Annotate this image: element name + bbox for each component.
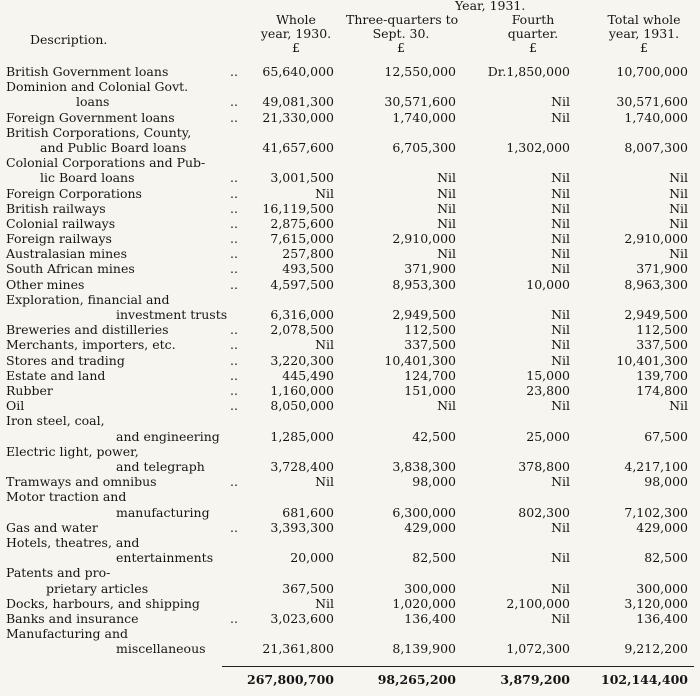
description-line: miscellaneous bbox=[116, 641, 206, 657]
leader-dots: .. bbox=[230, 337, 238, 353]
value-three-quarters: Nil bbox=[437, 185, 456, 201]
value-whole-year-1930: 16,119,500 bbox=[262, 200, 334, 216]
value-total-1931: Nil bbox=[669, 185, 688, 201]
row-description bbox=[6, 474, 242, 489]
description-line: Dominion and Colonial Govt. bbox=[6, 79, 189, 95]
value-whole-year-1930: 41,657,600 bbox=[262, 139, 334, 155]
description-line: British railways bbox=[6, 200, 106, 216]
value-total-1931: 2,949,500 bbox=[624, 307, 688, 323]
value-fourth-quarter: 1,302,000 bbox=[506, 139, 570, 155]
description-line: Merchants, importers, etc. bbox=[6, 337, 176, 353]
description-line: manufacturing bbox=[116, 504, 210, 520]
value-total-1931: Nil bbox=[669, 215, 688, 231]
value-whole-year-1930: 65,640,000 bbox=[262, 63, 334, 79]
leader-dots: .. bbox=[230, 519, 238, 535]
value-total-1931: 8,963,300 bbox=[624, 276, 688, 292]
value-total-1931: 136,400 bbox=[636, 610, 688, 626]
value-total-1931: Nil bbox=[669, 398, 688, 414]
value-fourth-quarter: Nil bbox=[551, 519, 570, 535]
value-fourth-quarter: Nil bbox=[551, 398, 570, 414]
total-year-1931: 102,144,400 bbox=[601, 672, 688, 687]
value-total-1931: 139,700 bbox=[636, 367, 688, 383]
value-total-1931: 7,102,300 bbox=[624, 504, 688, 520]
value-whole-year-1930: 1,160,000 bbox=[270, 382, 334, 398]
value-whole-year-1930: 1,285,000 bbox=[270, 428, 334, 444]
value-total-1931: Nil bbox=[669, 200, 688, 216]
value-total-1931: 3,120,000 bbox=[624, 595, 688, 611]
value-whole-year-1930: 3,023,600 bbox=[270, 610, 334, 626]
value-three-quarters: Nil bbox=[437, 215, 456, 231]
leader-dots: .. bbox=[230, 170, 238, 186]
row-description bbox=[6, 368, 242, 383]
table-row bbox=[0, 125, 700, 155]
value-three-quarters: 112,500 bbox=[404, 322, 456, 338]
table-row bbox=[0, 565, 700, 595]
value-total-1931: 4,217,100 bbox=[624, 458, 688, 474]
value-whole-year-1930: 7,615,000 bbox=[270, 231, 334, 247]
value-fourth-quarter: Nil bbox=[551, 215, 570, 231]
table-row bbox=[0, 520, 700, 535]
value-whole-year-1930: 21,361,800 bbox=[262, 641, 334, 657]
value-three-quarters: Nil bbox=[437, 246, 456, 262]
value-whole-year-1930: 8,050,000 bbox=[270, 398, 334, 414]
description-line: Rubber bbox=[6, 383, 53, 398]
description-heading: Description. bbox=[30, 32, 108, 47]
value-whole-year-1930: 445,490 bbox=[282, 367, 334, 383]
description-line: Foreign railways bbox=[6, 231, 112, 247]
description-line: Australasian mines bbox=[6, 246, 127, 262]
table-row bbox=[0, 596, 700, 611]
col-header-whole-year-1930: Whole year, 1930. £ bbox=[260, 12, 332, 55]
description-line: Exploration, financial and bbox=[6, 291, 170, 307]
value-total-1931: 8,007,300 bbox=[624, 139, 688, 155]
row-description bbox=[6, 611, 242, 626]
value-three-quarters: 8,953,300 bbox=[392, 276, 456, 292]
leader-dots: .. bbox=[230, 367, 238, 383]
table-row bbox=[0, 413, 700, 443]
table-row bbox=[0, 337, 700, 352]
description-line: entertainments bbox=[116, 550, 214, 566]
value-three-quarters: 6,300,000 bbox=[392, 504, 456, 520]
value-total-1931: 67,500 bbox=[644, 428, 688, 444]
value-total-1931: 1,740,000 bbox=[624, 109, 688, 125]
row-description bbox=[6, 565, 242, 595]
row-description bbox=[6, 535, 242, 565]
value-whole-year-1930: 681,600 bbox=[282, 504, 334, 520]
table-row bbox=[0, 611, 700, 626]
leader-dots: .. bbox=[230, 474, 238, 490]
value-fourth-quarter: 802,300 bbox=[518, 504, 570, 520]
value-fourth-quarter: Nil bbox=[551, 550, 570, 566]
value-total-1931: 429,000 bbox=[636, 519, 688, 535]
table-row bbox=[0, 155, 700, 185]
leader-dots: .. bbox=[230, 200, 238, 216]
value-whole-year-1930: 3,728,400 bbox=[270, 458, 334, 474]
value-three-quarters: 12,550,000 bbox=[384, 63, 456, 79]
leader-dots: .. bbox=[230, 109, 238, 125]
description-line: Motor traction and bbox=[6, 489, 127, 505]
row-description bbox=[6, 413, 242, 443]
row-description bbox=[6, 125, 242, 155]
value-three-quarters: 337,500 bbox=[404, 337, 456, 353]
value-total-1931: 98,000 bbox=[644, 474, 688, 490]
value-fourth-quarter: 23,800 bbox=[526, 382, 570, 398]
value-three-quarters: 136,400 bbox=[404, 610, 456, 626]
total-whole-year-1930: 267,800,700 bbox=[247, 672, 334, 687]
value-whole-year-1930: 257,800 bbox=[282, 246, 334, 262]
description-line: prietary articles bbox=[46, 580, 149, 596]
leader-dots: .. bbox=[230, 246, 238, 262]
total-fourth-quarter: 3,879,200 bbox=[500, 672, 570, 687]
value-whole-year-1930: 2,875,600 bbox=[270, 215, 334, 231]
value-three-quarters: 2,910,000 bbox=[392, 231, 456, 247]
total-three-quarters: 98,265,200 bbox=[377, 672, 456, 687]
value-whole-year-1930: 3,393,300 bbox=[270, 519, 334, 535]
description-line: Colonial Corporations and Pub- bbox=[6, 155, 206, 171]
row-description bbox=[6, 64, 242, 79]
value-whole-year-1930: 20,000 bbox=[290, 550, 334, 566]
table-row bbox=[0, 353, 700, 368]
value-three-quarters: Nil bbox=[437, 200, 456, 216]
row-description bbox=[6, 398, 242, 413]
row-description bbox=[6, 201, 242, 216]
row-description bbox=[6, 110, 242, 125]
value-three-quarters: 151,000 bbox=[404, 382, 456, 398]
description-line: Manufacturing and bbox=[6, 626, 129, 642]
value-fourth-quarter: Nil bbox=[551, 231, 570, 247]
description-line: Foreign Corporations bbox=[6, 185, 142, 201]
description-line: Electric light, power, bbox=[6, 443, 139, 459]
value-three-quarters: 30,571,600 bbox=[384, 94, 456, 110]
table-row bbox=[0, 110, 700, 125]
table-row bbox=[0, 626, 700, 656]
table-row bbox=[0, 322, 700, 337]
value-fourth-quarter: Nil bbox=[551, 474, 570, 490]
row-description bbox=[6, 322, 242, 337]
leader-dots: .. bbox=[230, 382, 238, 398]
description-line: Oil bbox=[6, 398, 25, 414]
value-total-1931: 10,700,000 bbox=[616, 63, 688, 79]
description-line: loans bbox=[76, 94, 110, 110]
value-total-1931: 371,900 bbox=[636, 261, 688, 277]
value-three-quarters: 6,705,300 bbox=[392, 139, 456, 155]
value-three-quarters: 1,740,000 bbox=[392, 109, 456, 125]
value-total-1931: 300,000 bbox=[636, 580, 688, 596]
description-line: Estate and land bbox=[6, 367, 106, 383]
value-fourth-quarter: 10,000 bbox=[526, 276, 570, 292]
value-three-quarters: 124,700 bbox=[404, 367, 456, 383]
row-description bbox=[6, 489, 242, 519]
value-fourth-quarter: 25,000 bbox=[526, 428, 570, 444]
value-whole-year-1930: 367,500 bbox=[282, 580, 334, 596]
value-whole-year-1930: 2,078,500 bbox=[270, 322, 334, 338]
value-fourth-quarter: 15,000 bbox=[526, 367, 570, 383]
leader-dots: .. bbox=[230, 610, 238, 626]
table-row bbox=[0, 186, 700, 201]
value-three-quarters: 82,500 bbox=[412, 550, 456, 566]
leader-dots: .. bbox=[230, 398, 238, 414]
value-three-quarters: 1,020,000 bbox=[392, 595, 456, 611]
table-row bbox=[0, 79, 700, 109]
value-whole-year-1930: 21,330,000 bbox=[262, 109, 334, 125]
description-line: Breweries and distilleries bbox=[6, 322, 169, 338]
description-line: Stores and trading bbox=[6, 352, 125, 368]
row-description bbox=[6, 353, 242, 368]
description-line: Other mines bbox=[6, 276, 85, 292]
table-row bbox=[0, 383, 700, 398]
value-total-1931: 82,500 bbox=[644, 550, 688, 566]
table-row bbox=[0, 368, 700, 383]
value-three-quarters: Nil bbox=[437, 170, 456, 186]
row-description bbox=[6, 261, 242, 276]
table-row bbox=[0, 64, 700, 79]
value-total-1931: 30,571,600 bbox=[616, 94, 688, 110]
leader-dots: .. bbox=[230, 63, 238, 79]
value-total-1931: 10,401,300 bbox=[616, 352, 688, 368]
value-fourth-quarter: Nil bbox=[551, 94, 570, 110]
value-whole-year-1930: Nil bbox=[315, 337, 334, 353]
row-description bbox=[6, 216, 242, 231]
value-total-1931: 2,910,000 bbox=[624, 231, 688, 247]
year-heading: Year, 1931. bbox=[455, 0, 526, 13]
leader-dots: .. bbox=[230, 322, 238, 338]
description-line: and engineering bbox=[116, 428, 220, 444]
value-whole-year-1930: 4,597,500 bbox=[270, 276, 334, 292]
value-three-quarters: 98,000 bbox=[412, 474, 456, 490]
leader-dots: .. bbox=[230, 261, 238, 277]
value-total-1931: 174,800 bbox=[636, 382, 688, 398]
value-three-quarters: 8,139,900 bbox=[392, 641, 456, 657]
table-row bbox=[0, 231, 700, 246]
total-rule bbox=[222, 666, 694, 667]
row-description bbox=[6, 277, 242, 292]
table-row bbox=[0, 489, 700, 519]
value-whole-year-1930: 6,316,000 bbox=[270, 307, 334, 323]
leader-dots: .. bbox=[230, 215, 238, 231]
description-line: lic Board loans bbox=[40, 170, 135, 186]
value-fourth-quarter: 1,072,300 bbox=[506, 641, 570, 657]
row-description bbox=[6, 155, 242, 185]
row-description bbox=[6, 79, 242, 109]
description-line: Docks, harbours, and shipping bbox=[6, 595, 200, 611]
table-row bbox=[0, 277, 700, 292]
description-line: Tramways and omnibus bbox=[6, 474, 157, 490]
value-three-quarters: 10,401,300 bbox=[384, 352, 456, 368]
value-fourth-quarter: Nil bbox=[551, 307, 570, 323]
value-fourth-quarter: 378,800 bbox=[518, 458, 570, 474]
value-fourth-quarter: 2,100,000 bbox=[506, 595, 570, 611]
table-row bbox=[0, 201, 700, 216]
value-three-quarters: Nil bbox=[437, 398, 456, 414]
value-fourth-quarter: Nil bbox=[551, 580, 570, 596]
value-fourth-quarter: Nil bbox=[551, 200, 570, 216]
value-fourth-quarter: Nil bbox=[551, 185, 570, 201]
row-description bbox=[6, 520, 242, 535]
table-row bbox=[0, 216, 700, 231]
value-whole-year-1930: 49,081,300 bbox=[262, 94, 334, 110]
value-fourth-quarter: Nil bbox=[551, 352, 570, 368]
value-three-quarters: 42,500 bbox=[412, 428, 456, 444]
value-three-quarters: 300,000 bbox=[404, 580, 456, 596]
description-line: Colonial railways bbox=[6, 215, 116, 231]
value-whole-year-1930: 3,001,500 bbox=[270, 170, 334, 186]
leader-dots: .. bbox=[230, 276, 238, 292]
description-line: Hotels, theatres, and bbox=[6, 534, 140, 550]
table-row bbox=[0, 398, 700, 413]
leader-dots: .. bbox=[230, 185, 238, 201]
row-description bbox=[6, 246, 242, 261]
value-whole-year-1930: 493,500 bbox=[282, 261, 334, 277]
value-three-quarters: 371,900 bbox=[404, 261, 456, 277]
description-line: Patents and pro- bbox=[6, 565, 111, 581]
row-description bbox=[6, 444, 242, 474]
value-fourth-quarter: Nil bbox=[551, 337, 570, 353]
description-line: and Public Board loans bbox=[40, 139, 187, 155]
description-line: South African mines bbox=[6, 261, 135, 277]
value-fourth-quarter: Nil bbox=[551, 610, 570, 626]
row-description bbox=[6, 231, 242, 246]
leader-dots: .. bbox=[230, 231, 238, 247]
row-description bbox=[6, 596, 242, 611]
description-line: Iron steel, coal, bbox=[6, 413, 105, 429]
value-whole-year-1930: Nil bbox=[315, 185, 334, 201]
value-total-1931: Nil bbox=[669, 246, 688, 262]
row-description bbox=[6, 626, 242, 656]
row-description bbox=[6, 337, 242, 352]
table-row bbox=[0, 535, 700, 565]
totals-row bbox=[0, 672, 700, 688]
col-header-fourth-quarter: Fourth quarter. £ bbox=[507, 12, 559, 55]
value-fourth-quarter: Nil bbox=[551, 261, 570, 277]
value-three-quarters: 2,949,500 bbox=[392, 307, 456, 323]
table-row bbox=[0, 246, 700, 261]
value-fourth-quarter: Dr.1,850,000 bbox=[487, 63, 570, 79]
row-description bbox=[6, 186, 242, 201]
value-fourth-quarter: Nil bbox=[551, 322, 570, 338]
leader-dots: .. bbox=[230, 94, 238, 110]
description-line: British Corporations, County, bbox=[6, 124, 192, 140]
col-header-three-quarters: Three-quarters to Sept. 30. £ bbox=[346, 12, 459, 55]
value-total-1931: 112,500 bbox=[636, 322, 688, 338]
value-fourth-quarter: Nil bbox=[551, 170, 570, 186]
description-line: Gas and water bbox=[6, 519, 98, 535]
table-row bbox=[0, 292, 700, 322]
description-line: Foreign Government loans bbox=[6, 109, 175, 125]
value-total-1931: Nil bbox=[669, 170, 688, 186]
value-whole-year-1930: 3,220,300 bbox=[270, 352, 334, 368]
value-whole-year-1930: Nil bbox=[315, 474, 334, 490]
description-line: investment trusts bbox=[116, 307, 228, 323]
leader-dots: .. bbox=[230, 352, 238, 368]
value-total-1931: 337,500 bbox=[636, 337, 688, 353]
table-row bbox=[0, 444, 700, 474]
value-fourth-quarter: Nil bbox=[551, 109, 570, 125]
description-line: Banks and insurance bbox=[6, 610, 139, 626]
table-row bbox=[0, 474, 700, 489]
table-row bbox=[0, 261, 700, 276]
value-fourth-quarter: Nil bbox=[551, 246, 570, 262]
row-description bbox=[6, 383, 242, 398]
data-table bbox=[0, 64, 700, 656]
value-three-quarters: 429,000 bbox=[404, 519, 456, 535]
value-whole-year-1930: Nil bbox=[315, 595, 334, 611]
value-total-1931: 9,212,200 bbox=[624, 641, 688, 657]
description-line: British Government loans bbox=[6, 64, 169, 79]
value-three-quarters: 3,838,300 bbox=[392, 458, 456, 474]
row-description bbox=[6, 292, 242, 322]
col-header-total-1931: Total whole year, 1931. £ bbox=[607, 12, 681, 55]
description-line: and telegraph bbox=[116, 458, 205, 474]
